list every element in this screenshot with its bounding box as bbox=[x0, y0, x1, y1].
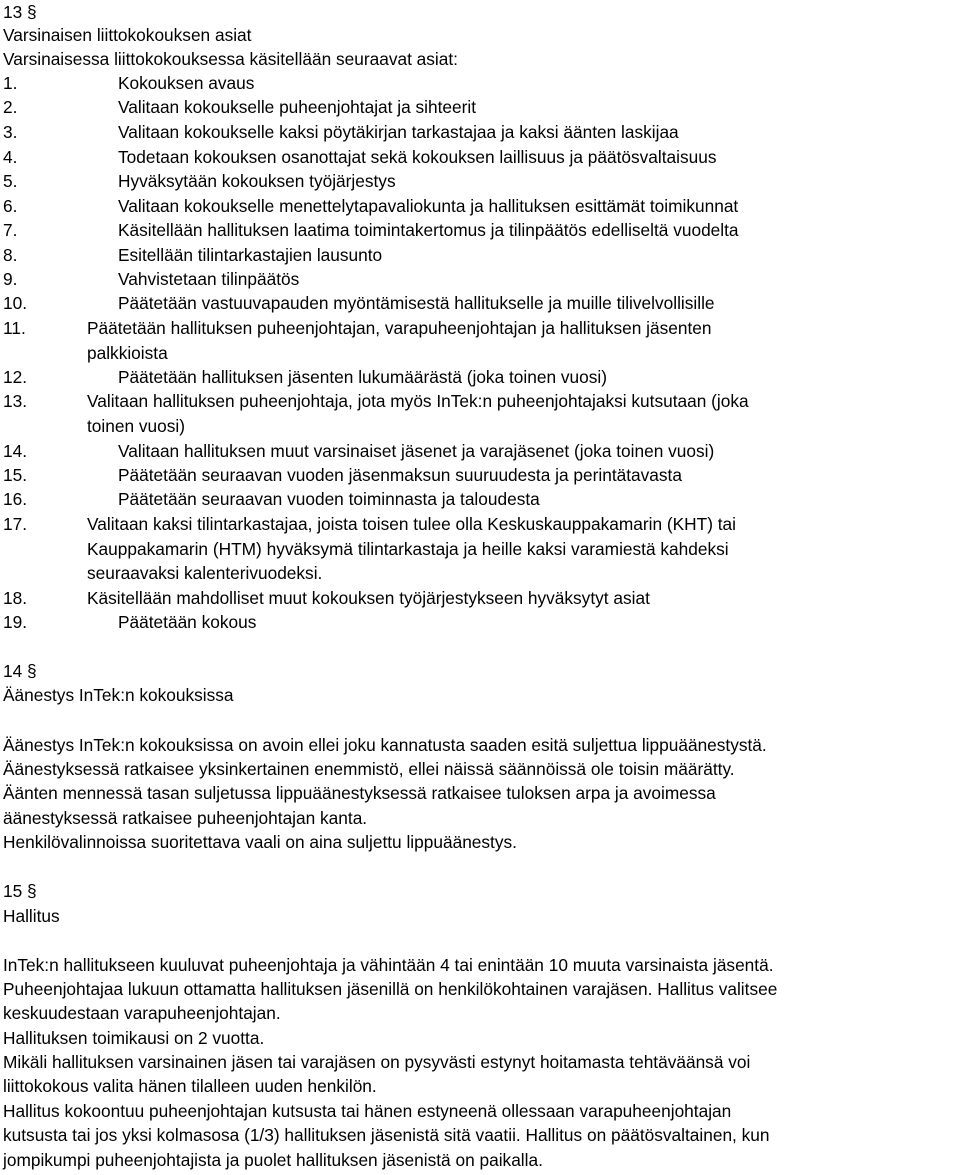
list-item-text: Valitaan kaksi tilintarkastajaa, joista toisen tulee olla Keskuskauppakamarin (KHT) tai bbox=[87, 514, 736, 534]
list-item-text: Esitellään tilintarkastajien lausunto bbox=[118, 245, 383, 265]
section-14-paragraph: Äänten mennessä tasan suljetussa lippuäänestyksessä ratkaisee tuloksen arpa ja avoimessa bbox=[3, 783, 716, 803]
list-item-number: 14. bbox=[3, 441, 28, 461]
list-item-text: Valitaan kokoukselle menettelytapavaliokunta ja hallituksen esittämät toimikunnat bbox=[118, 196, 739, 216]
section-14-paragraph: äänestyksessä ratkaisee puheenjohtajan kanta. bbox=[3, 808, 368, 828]
list-item-text: Käsitellään hallituksen laatima toimintakertomus ja tilinpäätös edelliseltä vuodelta bbox=[118, 220, 739, 240]
list-item-text: Valitaan kokoukselle puheenjohtajat ja sihteerit bbox=[118, 97, 477, 117]
section-14-number: 14 § bbox=[3, 661, 37, 681]
section-15-paragraph: InTek:n hallitukseen kuuluvat puheenjohtaja ja vähintään 4 tai enintään 10 muuta varsinaista jäsentä. bbox=[3, 955, 774, 975]
list-item-text: Valitaan kokoukselle kaksi pöytäkirjan tarkastajaa ja kaksi äänten laskijaa bbox=[118, 122, 679, 142]
list-item-text: Päätetään kokous bbox=[118, 612, 257, 632]
list-item-text: Valitaan hallituksen puheenjohtaja, jota myös InTek:n puheenjohtajaksi kutsutaan (joka bbox=[87, 391, 749, 411]
list-item-number: 4. bbox=[3, 147, 18, 167]
section-15-paragraph: keskuudestaan varapuheenjohtajan. bbox=[3, 1003, 281, 1023]
list-item-text: Päätetään seuraavan vuoden jäsenmaksun suuruudesta ja perintätavasta bbox=[118, 465, 682, 485]
list-item-text-continued: Kauppakamarin (HTM) hyväksymä tilintarkastaja ja heille kaksi varamiestä kahdeksi bbox=[87, 539, 729, 559]
list-item-text: Päätetään vastuuvapauden myöntämisestä hallitukselle ja muille tilivelvollisille bbox=[118, 293, 715, 313]
list-item-number: 18. bbox=[3, 588, 28, 608]
section-15-number: 15 § bbox=[3, 881, 37, 901]
list-item-text: Todetaan kokouksen osanottajat sekä kokouksen laillisuus ja päätösvaltaisuus bbox=[118, 147, 717, 167]
list-item-number: 6. bbox=[3, 196, 18, 216]
list-item-number: 13. bbox=[3, 391, 28, 411]
list-item-text-continued: toinen vuosi) bbox=[87, 416, 185, 436]
list-item-number: 16. bbox=[3, 489, 28, 509]
list-item-text-continued: palkkioista bbox=[87, 343, 168, 363]
list-item-number: 15. bbox=[3, 465, 28, 485]
list-item-number: 12. bbox=[3, 367, 28, 387]
list-item-text: Päätetään seuraavan vuoden toiminnasta ja taloudesta bbox=[118, 489, 540, 509]
section-15-title: Hallitus bbox=[3, 906, 60, 926]
list-item-text: Päätetään hallituksen jäsenten lukumäärästä (joka toinen vuosi) bbox=[118, 367, 607, 387]
section-13-intro: Varsinaisessa liittokokouksessa käsitellään seuraavat asiat: bbox=[3, 49, 458, 69]
list-item-number: 7. bbox=[3, 220, 18, 240]
section-15-paragraph: jompikumpi puheenjohtajista ja puolet hallituksen jäsenistä on paikalla. bbox=[3, 1150, 543, 1170]
list-item-text: Kokouksen avaus bbox=[118, 73, 255, 93]
section-15-paragraph: Hallituksen toimikausi on 2 vuotta. bbox=[3, 1028, 265, 1048]
list-item-text: Vahvistetaan tilinpäätös bbox=[118, 269, 300, 289]
section-14-title: Äänestys InTek:n kokouksissa bbox=[3, 685, 234, 705]
list-item-number: 19. bbox=[3, 612, 28, 632]
list-item-number: 2. bbox=[3, 97, 18, 117]
section-13-title: Varsinaisen liittokokouksen asiat bbox=[3, 25, 252, 45]
section-15-paragraph: kutsusta tai jos yksi kolmasosa (1/3) hallituksen jäsenistä sitä vaatii. Hallitus on päätösvaltainen, kun bbox=[3, 1125, 770, 1145]
list-item-text: Hyväksytään kokouksen työjärjestys bbox=[118, 171, 396, 191]
section-14-paragraph: Henkilövalinnoissa suoritettava vaali on aina suljettu lippuäänestys. bbox=[3, 832, 517, 852]
list-item-number: 5. bbox=[3, 171, 18, 191]
section-13-number: 13 § bbox=[3, 2, 37, 22]
list-item-text: Päätetään hallituksen puheenjohtajan, varapuheenjohtajan ja hallituksen jäsenten bbox=[87, 318, 712, 338]
list-item-number: 17. bbox=[3, 514, 28, 534]
section-14-paragraph: Äänestys InTek:n kokouksissa on avoin ellei joku kannatusta saaden esitä suljettua lippuäänestystä. bbox=[3, 735, 767, 755]
section-15-paragraph: Puheenjohtajaa lukuun ottamatta hallituksen jäsenillä on henkilökohtainen varajäsen. Hallitus valitsee bbox=[3, 979, 778, 999]
section-15-paragraph: liittokokous valita hänen tilalleen uuden henkilön. bbox=[3, 1076, 377, 1096]
list-item-text: Käsitellään mahdolliset muut kokouksen työjärjestykseen hyväksytyt asiat bbox=[87, 588, 650, 608]
list-item-number: 10. bbox=[3, 293, 28, 313]
section-14-paragraph: Äänestyksessä ratkaisee yksinkertainen enemmistö, ellei näissä säännöissä ole toisin määrätty. bbox=[3, 759, 735, 779]
list-item-number: 9. bbox=[3, 269, 18, 289]
section-15-paragraph: Hallitus kokoontuu puheenjohtajan kutsusta tai hänen estyneenä ollessaan varapuheenjohtajan bbox=[3, 1101, 732, 1121]
list-item-number: 1. bbox=[3, 73, 18, 93]
section-15-paragraph: Mikäli hallituksen varsinainen jäsen tai varajäsen on pysyvästi estynyt hoitamasta tehtäväänsä voi bbox=[3, 1052, 751, 1072]
list-item-number: 11. bbox=[3, 318, 26, 338]
list-item-number: 3. bbox=[3, 122, 18, 142]
list-item-text: Valitaan hallituksen muut varsinaiset jäsenet ja varajäsenet (joka toinen vuosi) bbox=[118, 441, 715, 461]
list-item-number: 8. bbox=[3, 245, 18, 265]
list-item-text-continued: seuraavaksi kalenterivuodeksi. bbox=[87, 563, 323, 583]
